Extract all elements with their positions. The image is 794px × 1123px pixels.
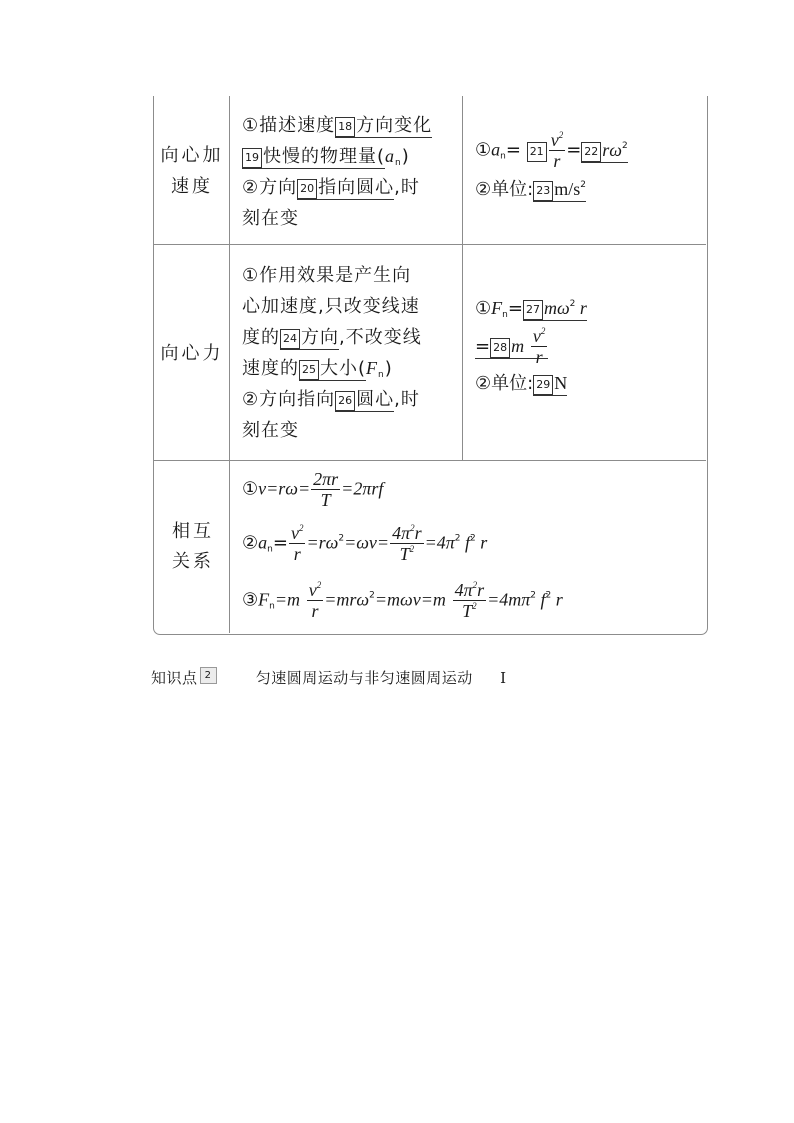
column-divider (462, 96, 463, 460)
row-label-centripetal-acceleration: 向心加速度 (160, 145, 224, 197)
row1-description: ①描述速度 18 方向变化 19 快慢的物理量$(a_n)$ ②方向 20 指向圆心,时 刻在变 (242, 115, 433, 229)
column-divider (229, 96, 230, 633)
row-divider (154, 244, 706, 245)
row-label-relationships: 相互关系 (172, 521, 214, 572)
level-marker: Ⅰ (500, 671, 507, 687)
row-divider (154, 460, 706, 461)
knowledge-point-label: 知识点 (151, 669, 198, 687)
knowledge-point-number: 2 (200, 667, 217, 684)
row-label-centripetal-force: 向心力 (160, 343, 224, 364)
relation-formula-1: ①v=rω= $\frac{2\pi r}{T}$ =2πrf (242, 469, 384, 510)
relation-formula-2: $②a_n=$ $\frac{v^2}{r}$ $=r\omega^2=\omega v=$ $\frac{4\pi^2r}{T^2}$ $=4\pi^2$ $f^2$ r (242, 523, 488, 564)
row2-description: ①作用效果是产生向 心加速度,只改变线速 度的 24 方向,不改变线 速度的 25 大小$(F_n)$ ②方向指向 26 圆心,时 刻在变 (242, 265, 422, 441)
knowledge-table (153, 96, 708, 635)
section-title: 匀速圆周运动与非匀速圆周运动 (255, 669, 473, 687)
row1-formula: $①a_n= 21$ $\frac{v^2}{r}$ = 22 $r\omega^2$ ②单位: 23 $m/s^2$ (475, 130, 628, 200)
section-heading (151, 667, 507, 688)
row2-formula: $①F_n= 27$ $m\omega^2$ r = 28 m $\frac{v^2}{r}$ ②单位: 29 N (475, 298, 587, 394)
relation-formula-3: $③F_n=m$ $\frac{v^2}{r}$ =mrω$^2$=mωv=m $\frac{4\pi^2r}{T^2}$ $=4m\pi^2$ $f^2$ r (242, 580, 563, 621)
